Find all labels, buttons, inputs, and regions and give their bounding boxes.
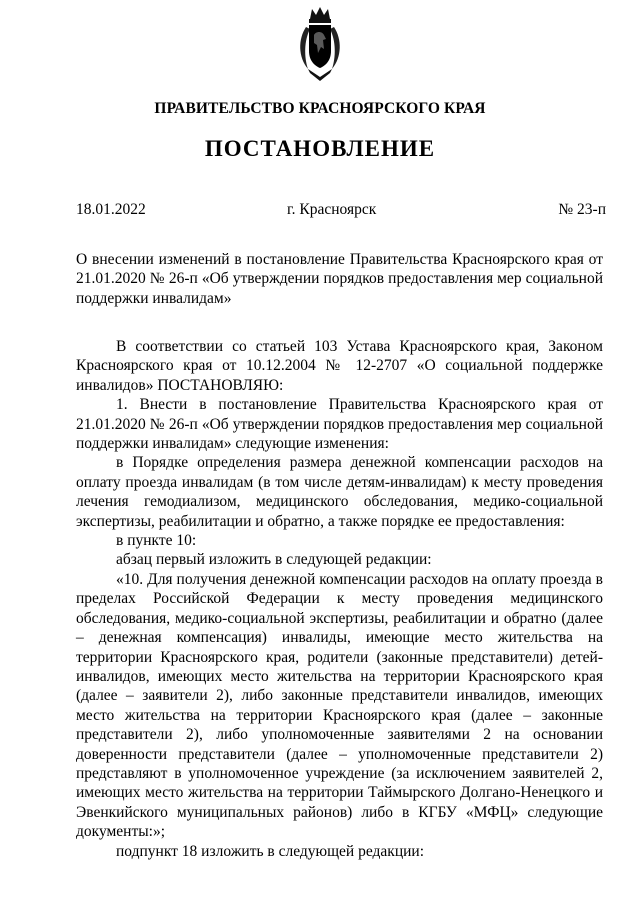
body-paragraph: 1. Внести в постановление Правительства Красноярского края от 21.01.2020 № 26-п «Об утверждении порядков предоставления мер социальной поддержки инвалидам» следующие изменения:: [76, 396, 603, 453]
body-paragraph: В соответствии со статьей 103 Устава Красноярского края, Законом Красноярского края от 10.12.2004 № 12-2707 «О социальной поддержке инвалидов» ПОСТАНОВЛЯЮ:: [76, 338, 603, 394]
document-body: [76, 337, 603, 861]
document-type-title: ПОСТАНОВЛЕНИЕ: [204, 136, 436, 161]
document-date: 18.01.2022: [76, 201, 146, 218]
body-paragraph: «10. Для получения денежной компенсации расходов на оплату проезда в пределах Российской Федерации к месту проведения медицинского обследования, медико-социальной экспертизы, реабилитации и обратно (далее – денежная компенсация) инвалиды, имеющие место жительства на территории Красноярского края, родители (законные представители) детей-инвалидов, имеющих место жительства на территории Красноярского края (далее – заявители 2), либо законные представители инвалидов, имеющих место жительства на территории Красноярского края (далее – законные представители 2), либо уполномоченные заявителями 2 на основании доверенности представители (далее – уполномоченные представители 2) представляют в уполномоченное учреждение (за исключением заявителей 2, имеющих место жительства на территории Таймырского Долгано-Ненецкого и Эвенкийского муниципальных районов) либо в КГБУ «МФЦ» следующие документы:»;: [76, 570, 603, 841]
document-subject: О внесении изменений в постановление Правительства Красноярского края от 21.01.2020 № 26-п «Об утверждении порядков предоставления мер социальной поддержки инвалидам»: [76, 251, 603, 307]
body-paragraph: абзац первый изложить в следующей редакции:: [116, 551, 432, 569]
krasnoyarsk-coat-of-arms-icon: [296, 5, 344, 83]
body-paragraph: подпункт 18 изложить в следующей редакции:: [116, 842, 425, 860]
document-number: № 23-п: [558, 201, 606, 218]
document-city: г. Красноярск: [287, 201, 377, 218]
body-paragraph: в пункте 10:: [116, 532, 197, 550]
organization-title: ПРАВИТЕЛЬСТВО КРАСНОЯРСКОГО КРАЯ: [154, 100, 486, 117]
body-paragraph: в Порядке определения размера денежной компенсации расходов на оплату проезда инвалидам (в том числе детям-инвалидам) к месту проведения лечения гемодиализом, медицинского обследования, медико-социальной экспертизы, реабилитации и обратно, а также порядке ее предоставления:: [76, 454, 603, 530]
